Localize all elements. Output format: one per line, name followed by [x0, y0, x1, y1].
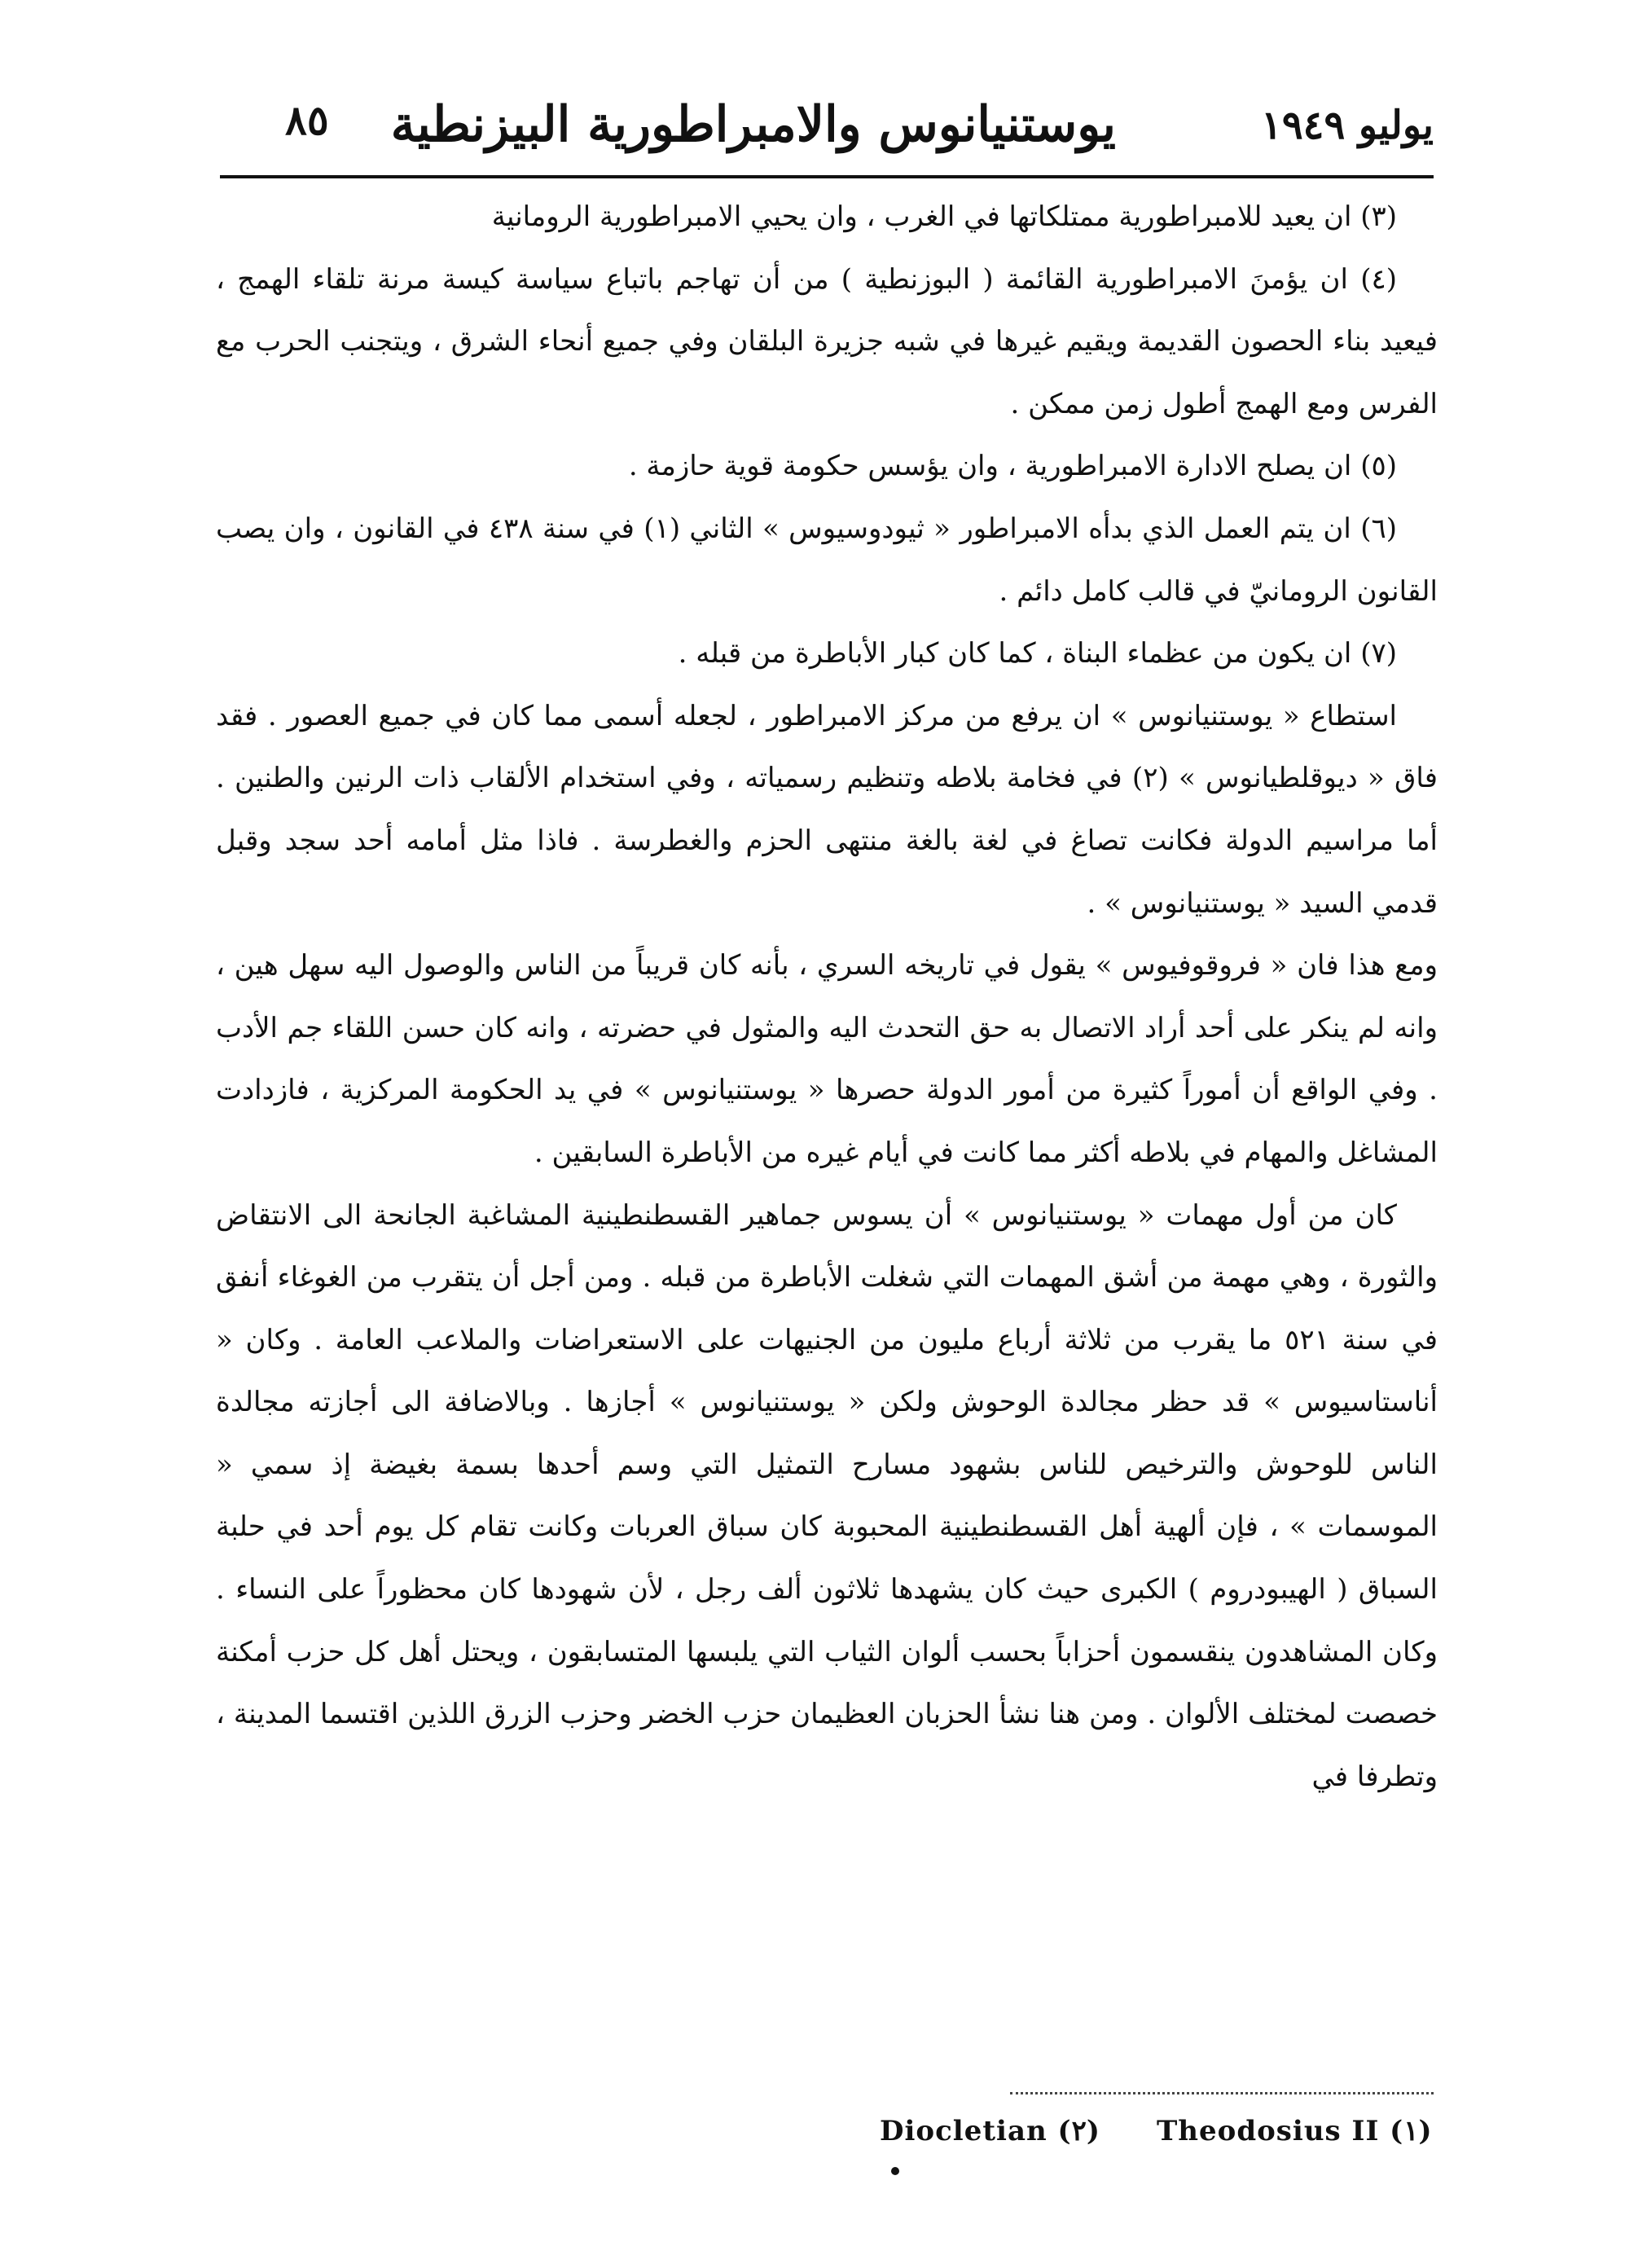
page-number: ٨٥ [285, 96, 329, 144]
footnote-separator [1010, 2092, 1434, 2094]
paragraph-procopius: ومع هذا فان « فروقوفيوس » يقول في تاريخه السري ، بأنه كان قريباً من الناس والوصول اليه سهل هين ، وانه لم ينكر على أحد أراد الاتصال به حق التحدث اليه والمثول في حضرته ، وانه كان حسن اللقاء جم الأدب . وفي الواقع أن أموراً كثيرة من أمور الدولة حصرها « يوستنيانوس » في يد الحكومة المركزية ، فازدادت المشاغل والمهام في بلاطه أكثر مما كانت في أيام غيره من الأباطرة السابقين . [216, 949, 1438, 1169]
ink-dot [891, 2167, 899, 2175]
paragraph-goal-3: (٣) ان يعيد للامبراطورية ممتلكاتها في الغرب ، وان يحيي الامبراطورية الرومانية [491, 200, 1397, 233]
body-text [216, 186, 1438, 1808]
footnote-1: Theodosius II (١) [1157, 2115, 1433, 2147]
paragraph-goal-6: (٦) ان يتم العمل الذي بدأه الامبراطور « ثيودوسيوس » الثاني (١) في سنة ٤٣٨ في القانون ، وان يصب القانون الرومانيّ في قالب كامل دائم . [216, 512, 1438, 608]
paragraph-goal-5: (٥) ان يصلح الادارة الامبراطورية ، وان يؤسس حكومة قوية حازمة . [628, 450, 1397, 483]
header-date: يوليو ١٩٤٩ [1261, 103, 1434, 148]
paragraph-goal-7: (٧) ان يكون من عظماء البناة ، كما كان كبار الأباطرة من قبله . [678, 637, 1397, 670]
paragraph-hippodrome: كان من أول مهمات « يوستنيانوس » أن يسوس جماهير القسطنطينية المشاغبة الجانحة الى الانتقاض والثورة ، وهي مهمة من أشق المهمات التي شغلت الأباطرة من قبله . ومن أجل أن يتقرب من الغوغاء أنفق في سنة ٥٢١ ما يقرب من ثلاثة أرباع مليون من الجنيهات على الاستعراضات والملاعب العامة . وكان « أناستاسيوس » قد حظر مجالدة الوحوش ولكن « يوستنيانوس » أجازها . وبالاضافة الى أجازته مجالدة الناس للوحوش والترخيص للناس بشهود مسارح التمثيل التي وسم أحدها بسمة بغيضة إذ سمي « الموسمات » ، فإن ألهية أهل القسطنطينية المحبوبة كان سباق العربات وكانت تقام كل يوم أحد في حلبة السباق ( الهيبودروم ) الكبرى حيث كان يشهدها ثلاثون ألف رجل ، لأن شهودها كان محظوراً على النساء . وكان المشاهدون ينقسمون أحزاباً بحسب ألوان الثياب التي يلبسها المتسابقون ، ويحتل أهل كل حزب أمكنة خصصت لمختلف الألوان . ومن هنا نشأ الحزبان العظيمان حزب الخضر وحزب الزرق اللذين اقتسما المدينة ، وتطرفا في [216, 1198, 1438, 1793]
paragraph-goal-4: (٤) ان يؤمنَ الامبراطورية القائمة ( البوزنطية ) من أن تهاجم باتباع سياسة كيسة مرنة تلقاء الهمج ، فيعيد بناء الحصون القديمة ويقيم غيرها في شبه جزيرة البلقان وفي جميع أنحاء الشرق ، ويتجنب الحرب مع الفرس ومع الهمج أطول زمن ممكن . [216, 262, 1438, 420]
page-header [220, 96, 1434, 169]
running-title: يوستنيانوس والامبراطورية البيزنطية [390, 96, 1116, 153]
header-rule [220, 175, 1434, 178]
footnote-2: Diocletian (٢) [880, 2115, 1100, 2147]
paragraph-court: استطاع « يوستنيانوس » ان يرفع من مركز الامبراطور ، لجعله أسمى مما كان في جميع العصور . فقد فاق « ديوقلطيانوس » (٢) في فخامة بلاطه وتنظيم رسمياته ، وفي استخدام الألقاب ذات الرنين والطنين . أما مراسيم الدولة فكانت تصاغ في لغة بالغة منتهى الحزم والغطرسة . فاذا مثل أمامه أحد سجد وقبل قدمي السيد « يوستنيانوس » . [216, 699, 1438, 920]
